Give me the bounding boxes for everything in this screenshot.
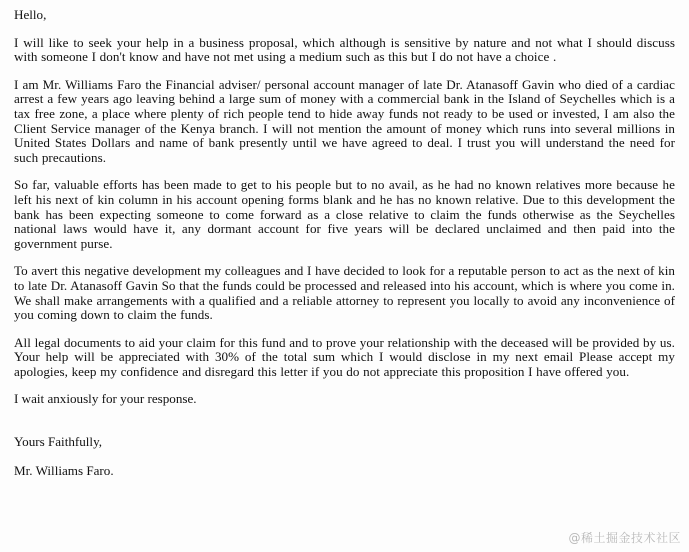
letter-paragraph-1: I will like to seek your help in a business proposal, which although is sensitive by nature and not what I should discuss with someone I don't know and have not met using a medium such as this but I do not have a choice .: [14, 34, 675, 65]
signoff-phrase: Yours Faithfully,: [14, 433, 103, 449]
letter-paragraph-3: So far, valuable efforts has been made to get to his people but to no avail, as he had no known relatives more because he left his next of kin column in his account opening forms blank and he has no known relative. Due to this development the bank has been expecting someone to come forward as a close relative to claim the funds otherwise as the Seychelles national laws would have it, any dormant account for five years will be declared unclaimed and then paid into the government purse.: [14, 177, 675, 251]
site-watermark: @稀土掘金技术社区: [568, 531, 681, 545]
letter-signoff: [14, 420, 675, 493]
signoff-name: Mr. Williams Faro.: [14, 462, 114, 478]
letter-closing-line: I wait anxiously for your response.: [14, 391, 197, 407]
letter-salutation: Hello,: [14, 7, 47, 22]
letter-paragraph-5: All legal documents to aid your claim for this fund and to prove your relationship with the deceased will be provided by us. Your help will be appreciated with 30% of the total sum which I would disclose in my next email Please accept my apologies, keep my confidence and disregard this letter if you do not appreciate this proposition I have offered you.: [14, 334, 675, 379]
letter-paragraph-4: To avert this negative development my colleagues and I have decided to look for a reputable person to act as the next of kin to late Dr. Atanasoff Gavin So that the funds could be processed and released into his account, which is where you come in. We shall make arrangements with a qualified and a reliable attorney to represent you locally to avoid any inconvenience of you coming down to claim the funds.: [14, 263, 675, 323]
letter-paragraph-2: I am Mr. Williams Faro the Financial adviser/ personal account manager of late Dr. Atanasoff Gavin who died of a cardiac arrest a few years ago leaving behind a large sum of money with a commercial bank in the Island of Seychelles which is a tax free zone, a place where plenty of rich people tend to hide away funds not ready to be used or invested, I am also the Client Service manager of the Kenya branch. I will not mention the amount of money which runs into several millions in United States Dollars and name of bank presently until we have agreed to deal. I trust you will understand the need for such precautions.: [14, 76, 675, 165]
